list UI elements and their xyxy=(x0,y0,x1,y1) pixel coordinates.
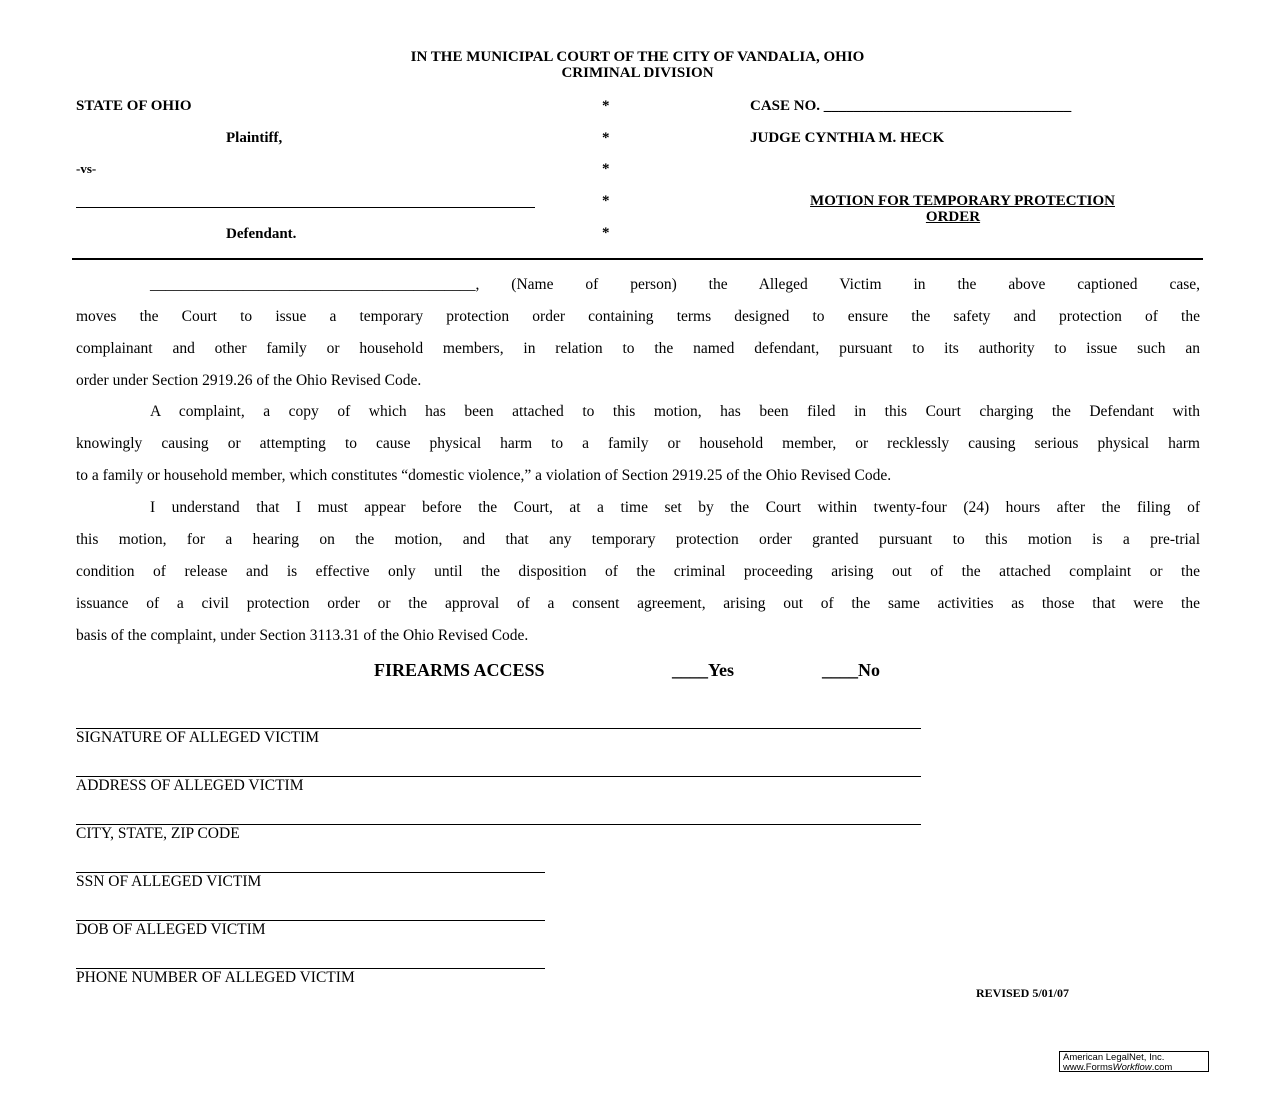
dob-label: DOB OF ALLEGED VICTIM xyxy=(76,921,266,938)
motion-title: MOTION FOR TEMPORARY PROTECTION xyxy=(810,193,1115,209)
paragraph-line: to a family or household member, which constitutes “domestic violence,” a violation of Section 2919.25 of the Ohio Revised Code. xyxy=(76,467,892,484)
paragraph-line: A complaint, a copy of which has been attached to this motion, has been filed in this Court charging the Defendant with xyxy=(150,403,1200,420)
paragraph-line: complainant and other family or household members, in relation to the named defendant, pursuant to its authority to issue such an xyxy=(76,340,1200,357)
paragraph-line: basis of the complaint, under Section 3113.31 of the Ohio Revised Code. xyxy=(76,627,529,644)
ssn-label: SSN OF ALLEGED VICTIM xyxy=(76,873,262,890)
city-state-zip-label: CITY, STATE, ZIP CODE xyxy=(76,825,240,842)
revised-date: REVISED 5/01/07 xyxy=(976,986,1070,1000)
address-label: ADDRESS OF ALLEGED VICTIM xyxy=(76,777,304,794)
asterisk: * xyxy=(602,193,610,209)
paragraph-line: order under Section 2919.26 of the Ohio Revised Code. xyxy=(76,372,422,389)
motion-title-line2: ORDER xyxy=(925,209,981,225)
caption-divider xyxy=(72,258,1203,260)
asterisk: * xyxy=(602,225,610,241)
paragraph-line: this motion, for a hearing on the motion, and that any temporary protection order granted pursuant to this motion is a pre-trial xyxy=(76,531,1200,548)
url-part: www.Forms xyxy=(1063,1062,1113,1073)
publisher-stamp xyxy=(1059,1051,1209,1072)
paragraph-line: knowingly causing or attempting to cause physical harm to a family or household member, or recklessly causing serious physical harm xyxy=(76,435,1200,452)
signature-label: SIGNATURE OF ALLEGED VICTIM xyxy=(76,729,319,746)
vs-label: -vs- xyxy=(76,161,97,176)
paragraph-line: __________________________________________, (Name of person) the Alleged Victim in the above captioned case, xyxy=(150,276,1200,293)
plaintiff-label: Plaintiff, xyxy=(226,130,283,146)
firearms-no-option[interactable]: ____No xyxy=(822,660,880,680)
defendant-name-line[interactable] xyxy=(76,207,535,208)
asterisk: * xyxy=(602,98,610,114)
firearms-yes-option[interactable]: ____Yes xyxy=(672,660,734,680)
judge-name: JUDGE CYNTHIA M. HECK xyxy=(750,130,945,146)
defendant-label: Defendant. xyxy=(226,226,297,242)
asterisk: * xyxy=(602,161,610,177)
firearms-access-label: FIREARMS ACCESS xyxy=(374,660,545,680)
publisher-name: American LegalNet, Inc. xyxy=(1063,1052,1165,1063)
division-title: CRIMINAL DIVISION xyxy=(561,65,714,81)
publisher-url xyxy=(1063,1063,1205,1073)
url-part: Workflow xyxy=(1112,1062,1152,1073)
paragraph-line: issuance of a civil protection order or the approval of a consent agreement, arising out of the same activities as those that were the xyxy=(76,595,1200,612)
case-number-field[interactable]: CASE NO. _________________________________ xyxy=(750,98,1072,114)
phone-label: PHONE NUMBER OF ALLEGED VICTIM xyxy=(76,969,355,986)
state-label: STATE OF OHIO xyxy=(76,98,192,114)
asterisk: * xyxy=(602,130,610,146)
paragraph-line: moves the Court to issue a temporary protection order containing terms designed to ensure the safety and protection of the xyxy=(76,308,1200,325)
paragraph-line: I understand that I must appear before the Court, at a time set by the Court within twenty-four (24) hours after the filing of xyxy=(150,499,1200,516)
url-part: .com xyxy=(1151,1062,1173,1073)
court-title: IN THE MUNICIPAL COURT OF THE CITY OF VANDALIA, OHIO xyxy=(410,49,865,65)
paragraph-line: condition of release and is effective only until the disposition of the criminal proceeding arising out of the attached complaint or the xyxy=(76,563,1200,580)
